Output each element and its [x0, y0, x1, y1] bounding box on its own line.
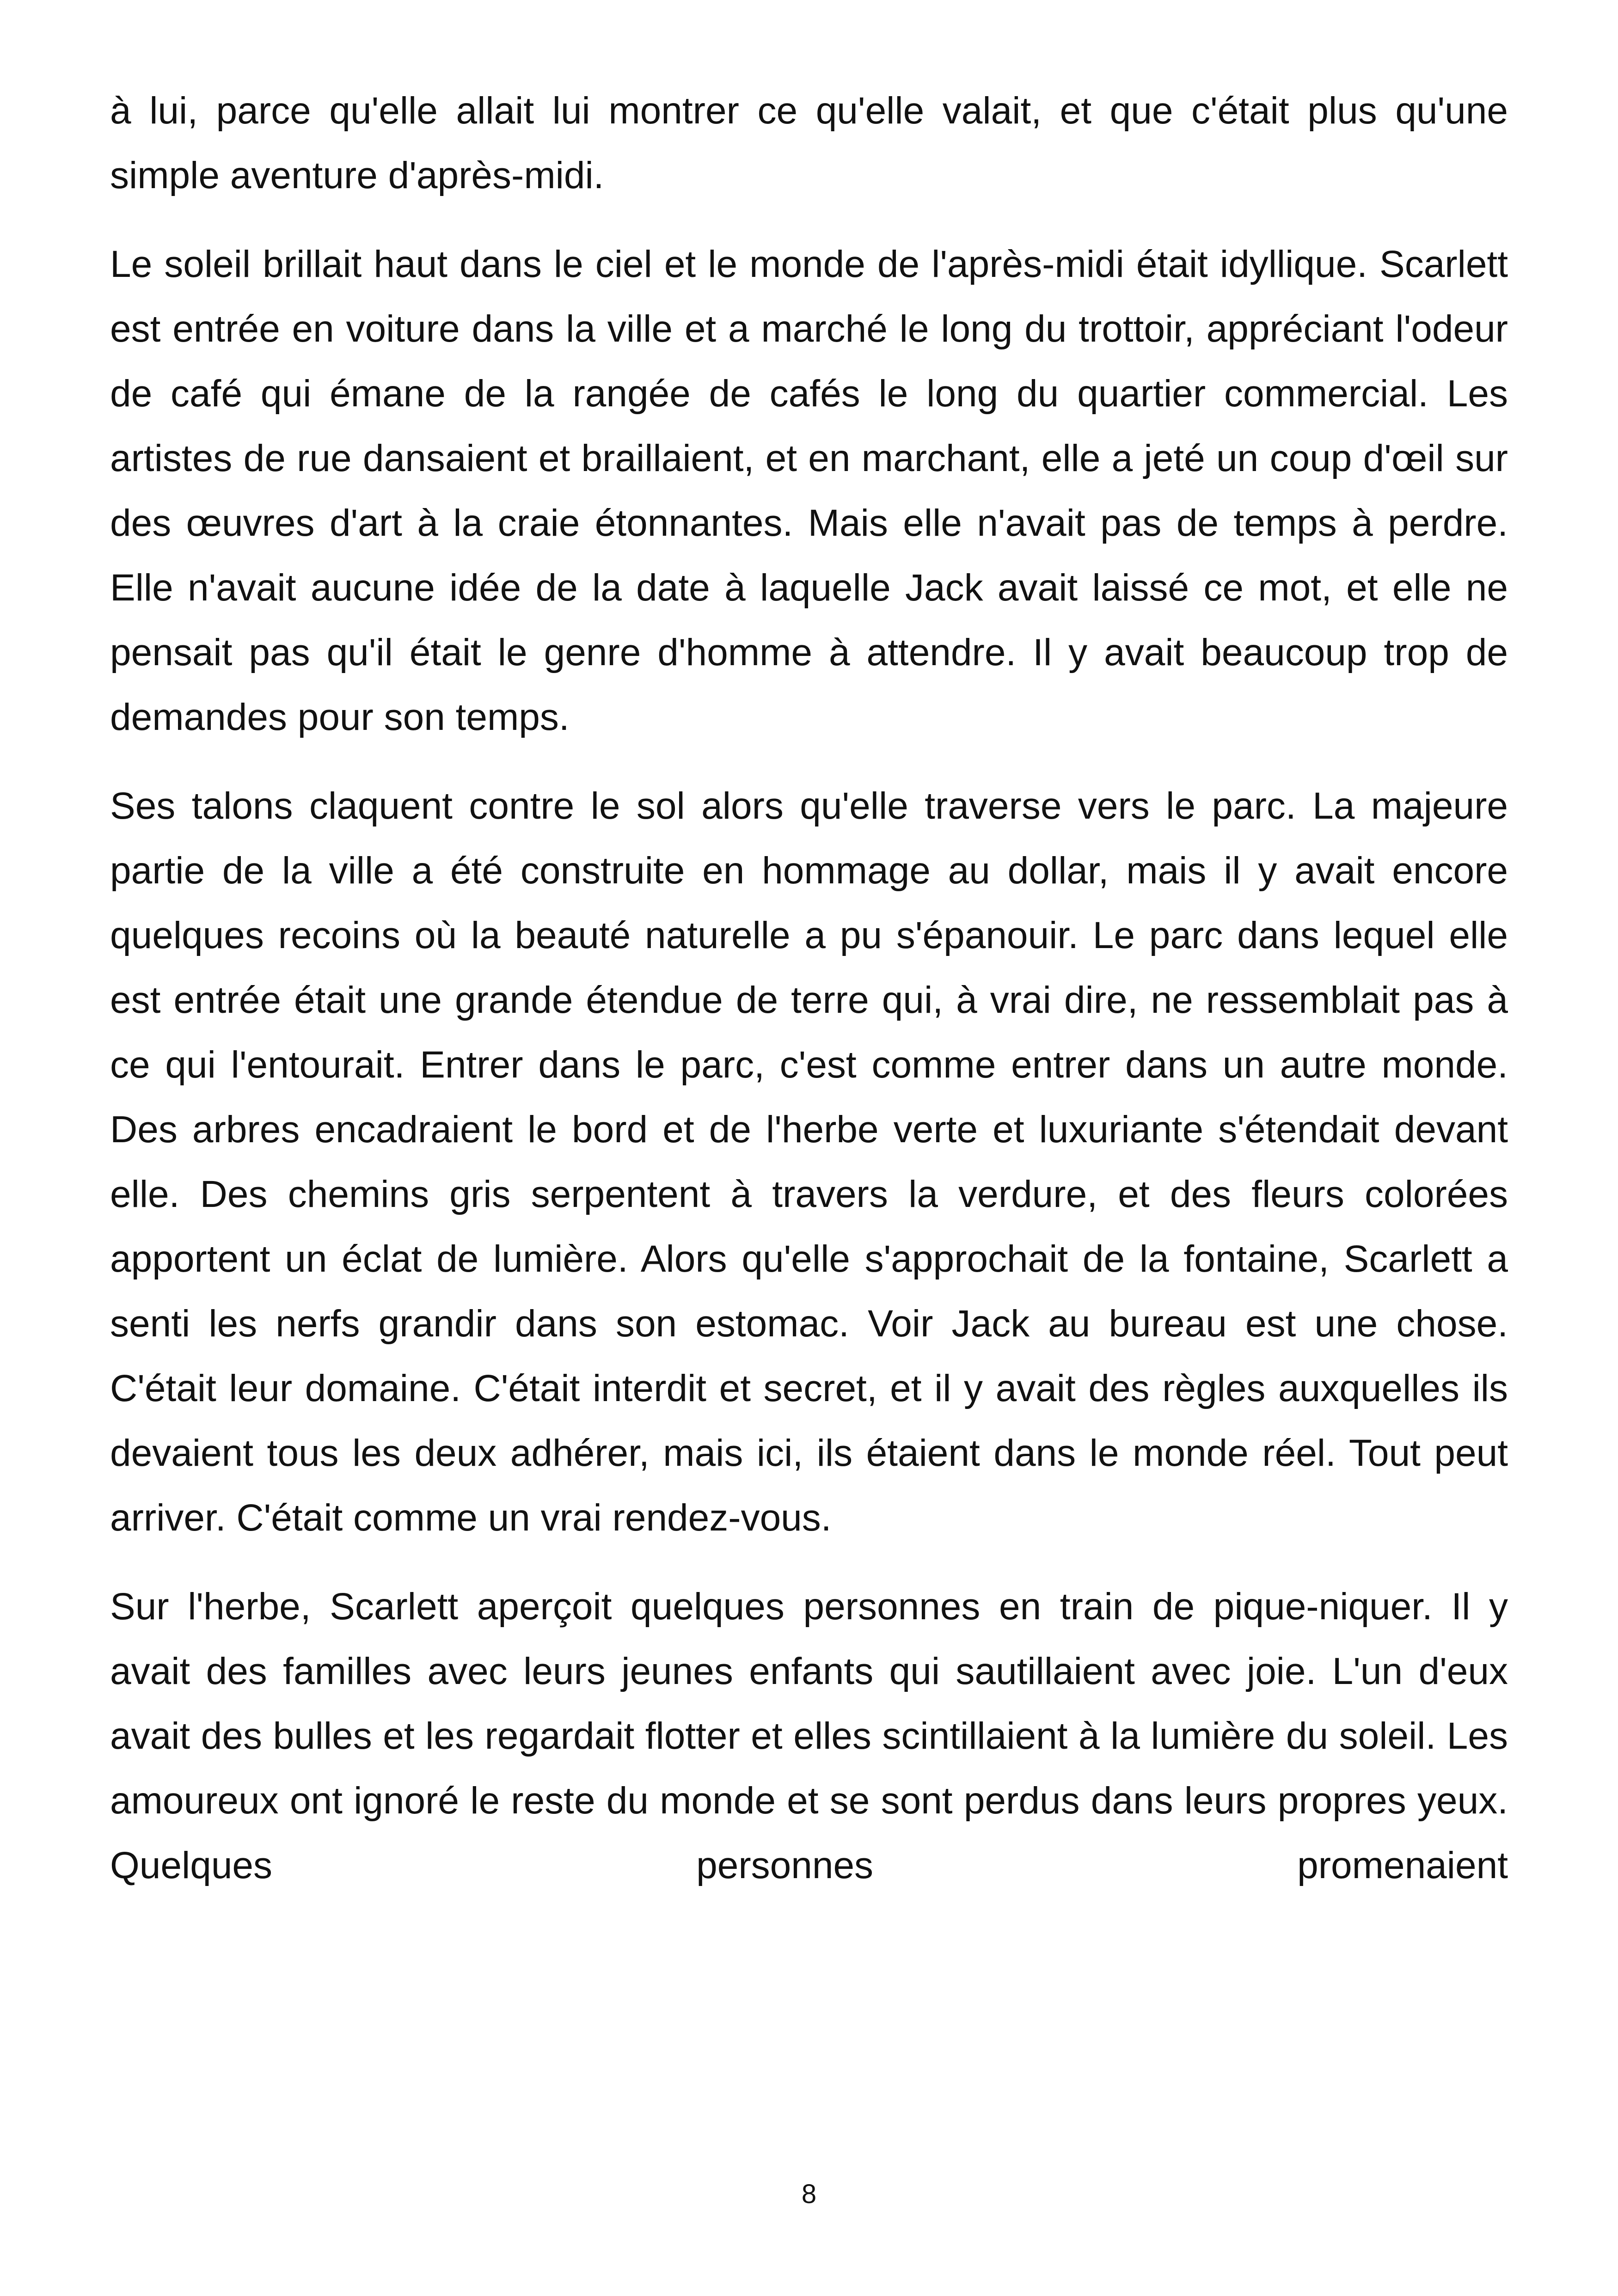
paragraph: Le soleil brillait haut dans le ciel et le monde de l'après-midi était idyllique. Scarlett est entrée en voiture dans la ville et a marché le long du trottoir, appréciant l'odeur de café qui émane de la rangée de cafés le long du quartier commercial. Les artistes de rue dansaient et braillaient, et en marchant, elle a jeté un coup d'œil sur des œuvres d'art à la craie étonnantes. Mais elle n'avait pas de temps à perdre. Elle n'avait aucune idée de la date à laquelle Jack avait laissé ce mot, et elle ne pensait pas qu'il était le genre d'homme à attendre. Il y avait beaucoup trop de demandes pour son temps. [110, 243, 1508, 738]
paragraph: Sur l'herbe, Scarlett aperçoit quelques personnes en train de pique-niquer. Il y avait des familles avec leurs jeunes enfants qui sautillaient avec joie. L'un d'eux avait des bulles et les regardait flotter et elles scintillaient à la lumière du soleil. Les amoureux ont ignoré le reste du monde et se sont perdus dans leurs propres yeux. Quelques personnes promenaient [110, 1586, 1508, 1886]
page-body-text [110, 79, 1508, 1898]
paragraph: à lui, parce qu'elle allait lui montrer ce qu'elle valait, et que c'était plus qu'une simple aventure d'après-midi. [110, 90, 1508, 196]
paragraph: Ses talons claquent contre le sol alors qu'elle traverse vers le parc. La majeure partie de la ville a été construite en hommage au dollar, mais il y avait encore quelques recoins où la beauté naturelle a pu s'épanouir. Le parc dans lequel elle est entrée était une grande étendue de terre qui, à vrai dire, ne ressemblait pas à ce qui l'entourait. Entrer dans le parc, c'est comme entrer dans un autre monde. Des arbres encadraient le bord et de l'herbe verte et luxuriante s'étendait devant elle. Des chemins gris serpentent à travers la verdure, et des fleurs colorées apportent un éclat de lumière. Alors qu'elle s'approchait de la fontaine, Scarlett a senti les nerfs grandir dans son estomac. Voir Jack au bureau est une chose. C'était leur domaine. C'était interdit et secret, et il y avait des règles auxquelles ils devaient tous les deux adhérer, mais ici, ils étaient dans le monde réel. Tout peut arriver. C'était comme un vrai rendez-vous. [110, 785, 1508, 1539]
page-number: 8 [801, 2179, 817, 2209]
